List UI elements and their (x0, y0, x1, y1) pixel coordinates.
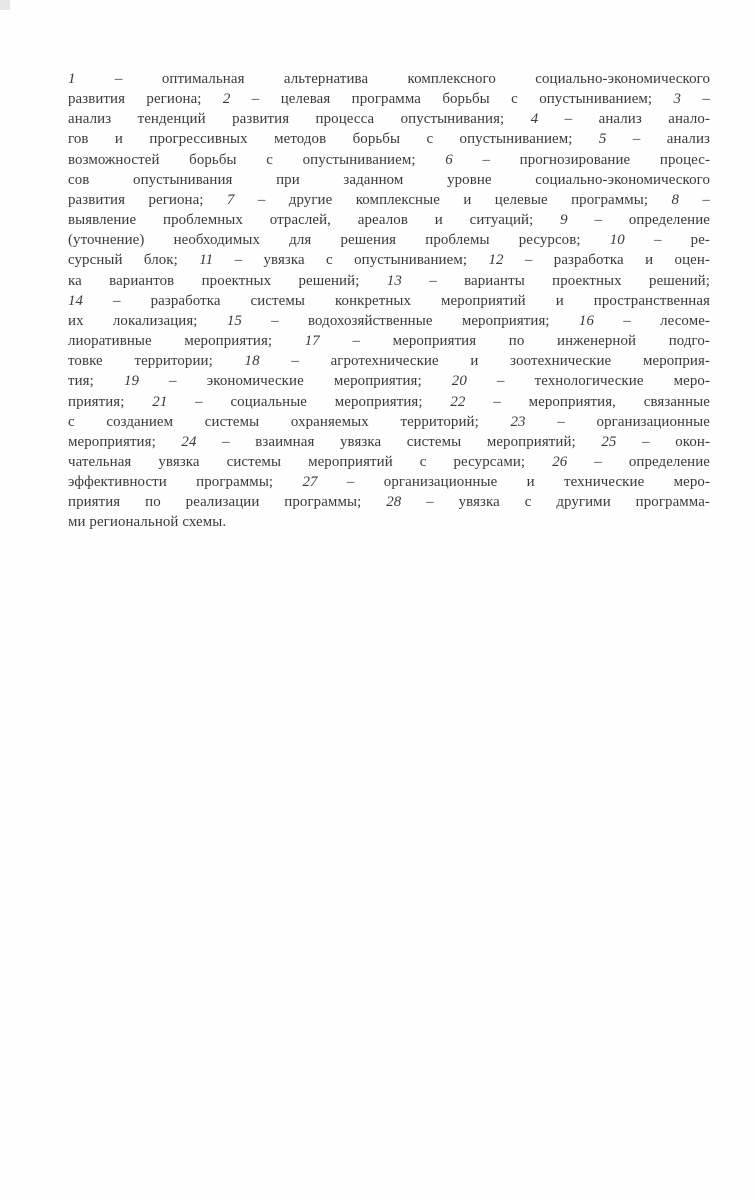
legend-item-number: 22 (450, 393, 466, 410)
legend-item-number: 27 (302, 474, 318, 491)
figure-legend-text (68, 69, 710, 533)
legend-line: приятия; 21 – социальные мероприятия; 22 – мероприятия, связанные (68, 393, 710, 410)
legend-line: чательная увязка системы мероприятий с ресурсами; 26 – определение (68, 453, 710, 470)
legend-line: их локализация; 15 – водохозяйственные мероприятия; 16 – лесоме- (68, 312, 710, 329)
legend-item-number: 17 (304, 333, 320, 350)
legend-line: с созданием системы охраняемых территорий; 23 – организационные (68, 413, 710, 430)
scan-corner-mark (0, 0, 10, 10)
legend-item-number: 9 (560, 212, 568, 229)
legend-line: приятия по реализации программы; 28 – увязка с другими программа- (68, 494, 710, 511)
legend-item-number: 7 (226, 191, 235, 208)
legend-item-number: 1 (68, 71, 76, 87)
legend-item-number: 11 (199, 252, 214, 269)
legend-item-number: 14 (68, 292, 84, 309)
legend-line: 1 – оптимальная альтернатива комплексного социально-экономического (68, 71, 710, 87)
legend-item-number: 4 (530, 111, 539, 128)
legend-item-number: 25 (601, 433, 617, 450)
legend-line: анализ тенденций развития процесса опустынивания; 4 – анализ анало- (68, 111, 710, 128)
legend-line: ми региональной схемы. (68, 514, 227, 531)
legend-item-number: 24 (181, 433, 197, 450)
legend-line: ка вариантов проектных решений; 13 – варианты проектных решений; (68, 272, 710, 289)
legend-line: сурсный блок; 11 – увязка с опустыниванием; 12 – разработка и оцен- (68, 252, 710, 269)
legend-line: выявление проблемных отраслей, ареалов и ситуаций; 9 – определение (68, 212, 710, 229)
legend-line: мероприятия; 24 – взаимная увязка системы мероприятий; 25 – окон- (68, 433, 710, 450)
legend-item-number: 3 (673, 91, 682, 108)
legend-item-number: 20 (451, 373, 467, 390)
legend-line: возможностей борьбы с опустыниванием; 6 – прогнозирование процес- (68, 151, 710, 168)
legend-item-number: 2 (222, 91, 231, 108)
legend-item-number: 18 (244, 353, 260, 370)
legend-item-number: 8 (671, 191, 680, 208)
legend-item-number: 6 (445, 151, 453, 168)
legend-item-number: 28 (386, 494, 402, 511)
legend-item-number: 19 (123, 373, 140, 390)
legend-item-number: 5 (598, 131, 607, 148)
legend-line: тия; 19 – экономические мероприятия; 20 – технологические меро- (68, 373, 711, 390)
legend-item-number: 15 (226, 312, 242, 329)
legend-item-number: 23 (510, 413, 526, 430)
legend-line: развития региона; 2 – целевая программа борьбы с опустыниванием; 3 – (68, 91, 710, 108)
legend-line: (уточнение) необходимых для решения проблемы ресурсов; 10 – ре- (68, 232, 710, 249)
legend-item-number: 26 (552, 453, 568, 470)
legend-line: сов опустынивания при заданном уровне социально-экономического (68, 171, 710, 188)
legend-line: развития региона; 7 – другие комплексные и целевые программы; 8 – (68, 191, 710, 208)
legend-line: 14 – разработка системы конкретных мероприятий и пространственная (68, 292, 710, 309)
legend-line: гов и прогрессивных методов борьбы с опустыниванием; 5 – анализ (68, 131, 711, 148)
legend-item-number: 13 (386, 272, 402, 289)
legend-line: эффективности программы; 27 – организационные и технические меро- (68, 474, 711, 491)
legend-line: лиоративные мероприятия; 17 – мероприятия по инженерной подго- (68, 333, 710, 350)
legend-line: товке территории; 18 – агротехнические и зоотехнические мероприя- (68, 353, 710, 370)
legend-item-number: 12 (488, 252, 504, 269)
legend-item-number: 10 (609, 232, 625, 249)
legend-item-number: 21 (152, 393, 168, 410)
legend-item-number: 16 (578, 312, 595, 329)
